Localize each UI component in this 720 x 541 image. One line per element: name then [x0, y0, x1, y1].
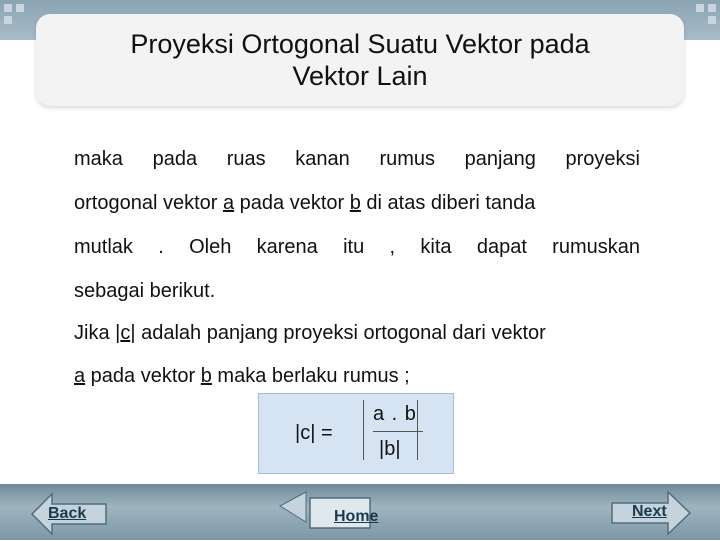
vector-b: b — [349, 192, 361, 214]
decorative-squares-icon — [0, 0, 40, 40]
title-box — [36, 14, 684, 106]
vector-a: a — [222, 192, 235, 214]
back-label: Back — [48, 505, 87, 522]
decorative-squares-right-icon — [680, 0, 720, 40]
next-label: Next — [632, 503, 667, 520]
formula-lhs: |c| = — [295, 422, 333, 444]
formula-box — [258, 393, 454, 474]
back-button[interactable] — [30, 492, 110, 536]
paragraph-2-line-2 — [74, 365, 640, 388]
slide-title-line-2: Vektor Lain — [292, 61, 428, 91]
next-button[interactable] — [608, 490, 692, 536]
text-segment: Jika | — [74, 322, 121, 344]
paragraph-1-line-1: maka pada ruas kanan rumus panjang proyeksi — [74, 148, 640, 170]
paragraph-2-line-1 — [74, 322, 640, 345]
paragraph-1-line-3: mutlak . Oleh karena itu , kita dapat rumuskan — [74, 236, 640, 258]
home-label: Home — [334, 508, 379, 525]
text-segment: | adalah panjang proyeksi ortogonal dari vektor — [130, 322, 546, 344]
vector-c: c — [120, 322, 131, 344]
text-segment: maka berlaku rumus ; — [211, 365, 410, 387]
slide-title-line-1: Proyeksi Ortogonal Suatu Vektor pada — [130, 29, 590, 59]
text-segment: ortogonal vektor — [74, 192, 223, 214]
abs-bar-left — [363, 400, 364, 460]
abs-bar-right — [417, 400, 418, 460]
text-segment: pada vektor — [234, 192, 350, 214]
text-segment: pada vektor — [85, 365, 201, 387]
formula-denominator: |b| — [379, 438, 401, 460]
paragraph-1-line-4: sebagai berikut. — [74, 280, 216, 302]
home-button[interactable] — [272, 488, 400, 534]
formula-numerator: a . b — [373, 403, 417, 425]
vector-a: a — [74, 365, 86, 387]
paragraph-1-line-2 — [74, 192, 640, 215]
vector-b: b — [200, 365, 212, 387]
text-segment: di atas diberi tanda — [360, 192, 536, 214]
fraction-line — [373, 431, 423, 432]
